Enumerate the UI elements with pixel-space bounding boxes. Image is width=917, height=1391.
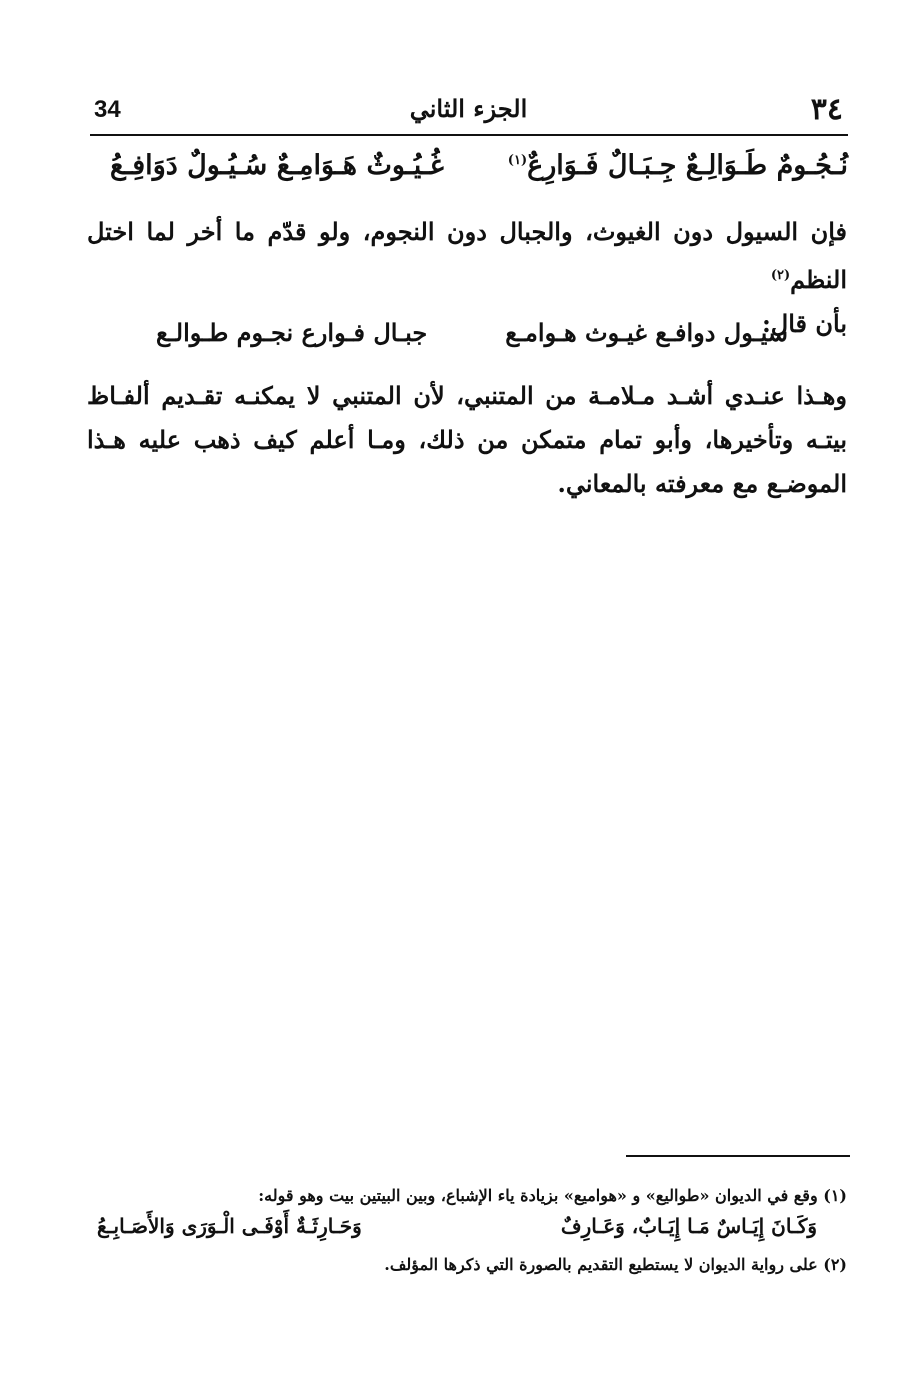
- footnote-marker-2: (٢): [770, 268, 791, 283]
- page-number-arabic: ٣٤: [810, 92, 843, 127]
- header-rule: [90, 134, 848, 136]
- footnote-rule: [626, 1155, 850, 1157]
- footnotes: [87, 1182, 847, 1278]
- footnote-1-verse-left: وَحَـارِثَـةٌ أَوْفَـى الْـوَرَى وَالأَصَـابِـعُ: [97, 1214, 362, 1238]
- verse-2: [90, 318, 848, 362]
- paragraph-2: [87, 374, 847, 506]
- verse-1-left-hemistich: غُـيُـوثٌ هَـوَامِـعٌ سُـيُـولٌ دَوَافِـعُ: [110, 150, 444, 181]
- page-header: [90, 92, 847, 136]
- running-title: الجزء الثاني: [409, 94, 528, 123]
- verse-2-right-hemistich: سيـول دوافـع غيـوث هـوامـع: [505, 318, 788, 347]
- footnote-1-verse-right: وَكَـانَ إِيَـاسٌ مَـا إِيَـابٌ، وَعَـارِفٌ: [560, 1214, 817, 1238]
- page-number-latin: 34: [94, 96, 121, 123]
- paragraph-1-text: فإن السيول دون الغيوث، والجبال دون النجوم، ولو قدّم ما أخر لما اختل النظم: [87, 217, 847, 294]
- verse-1-right-text: نُـجُـومٌ طَـوَالِـعٌ جِـبَـالٌ فَـوَارِعٌ: [527, 150, 848, 181]
- footnote-marker-1: (١): [507, 153, 528, 168]
- paragraph-2-text: وهـذا عنـدي أشـد مـلامـة من المتنبي، لأن المتنبي لا يمكنـه تقـديم ألفـاظ بيتـه وتأخيرها، وأبو تمام متمكن من ذلك، ومـا أعلم كيف ذهب عليه هـذا الموضـع مع معرفته بالمعاني.: [87, 381, 847, 498]
- paragraph-1-continuation: بأن قال:: [761, 309, 847, 338]
- verse-1: [90, 150, 848, 194]
- footnote-1-text: (١) وقع في الديوان «طواليع» و «هواميع» بزيادة ياء الإشباع، وبين البيتين بيت وهو قوله:: [258, 1186, 847, 1205]
- verse-1-right-hemistich: [508, 150, 848, 181]
- footnote-2-text: (٢) على رواية الديوان لا يستطيع التقديم بالصورة التي ذكرها المؤلف.: [384, 1255, 847, 1274]
- verse-2-left-hemistich: جبـال فـوارع نجـوم طـوالـع: [156, 318, 428, 347]
- footnote-1-verse: [87, 1213, 847, 1249]
